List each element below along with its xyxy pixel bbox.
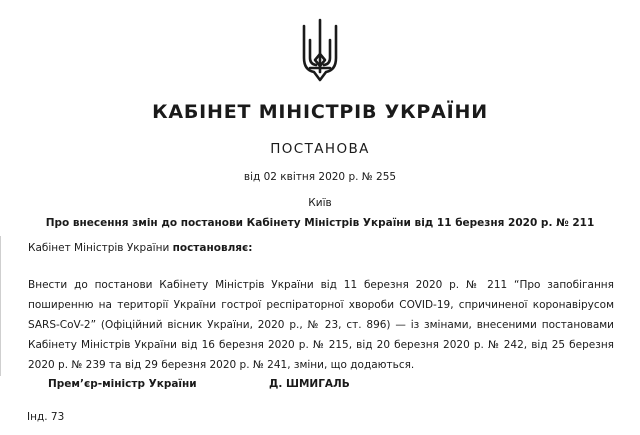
document-type: ПОСТАНОВА [270, 141, 370, 157]
document-body [0, 236, 640, 376]
document-title: Про внесення змін до постанови Кабінету Міністрів України від 11 березня 2020 р. № 211 [45, 217, 595, 229]
document-index: Інд. 73 [27, 411, 65, 423]
document-city: Київ [308, 197, 332, 209]
preamble-prefix: Кабінет Міністрів України [28, 242, 173, 254]
body-paragraph: Внести до постанови Кабінету Міністрів України від 11 березня 2020 р. № 211 “Про запобігання поширенню на території України гострої респіраторної хвороби COVID-19, спричиненої коронавірусом SARS-CoV-2” (Офіційний вісник України, 2020 р., № 23, ст. 896) — із змінами, внесеними постановами Кабінету Міністрів України від 16 березня 2020 р. № 215, від 20 березня 2020 р. № 242, від 25 березня 2020 р. № 239 та від 29 березня 2020 р. № 241, зміни, що додаються. [28, 279, 614, 371]
signatory-position: Прем’єр-міністр України [48, 378, 197, 390]
organization-name: КАБІНЕТ МІНІСТРІВ УКРАЇНИ [152, 101, 488, 123]
signatory-name: Д. ШМИГАЛЬ [269, 378, 350, 390]
preamble [28, 242, 252, 254]
trident-emblem-icon [298, 18, 342, 84]
document-date-number: від 02 квітня 2020 р. № 255 [243, 171, 397, 183]
preamble-bold: постановляє: [172, 242, 253, 254]
